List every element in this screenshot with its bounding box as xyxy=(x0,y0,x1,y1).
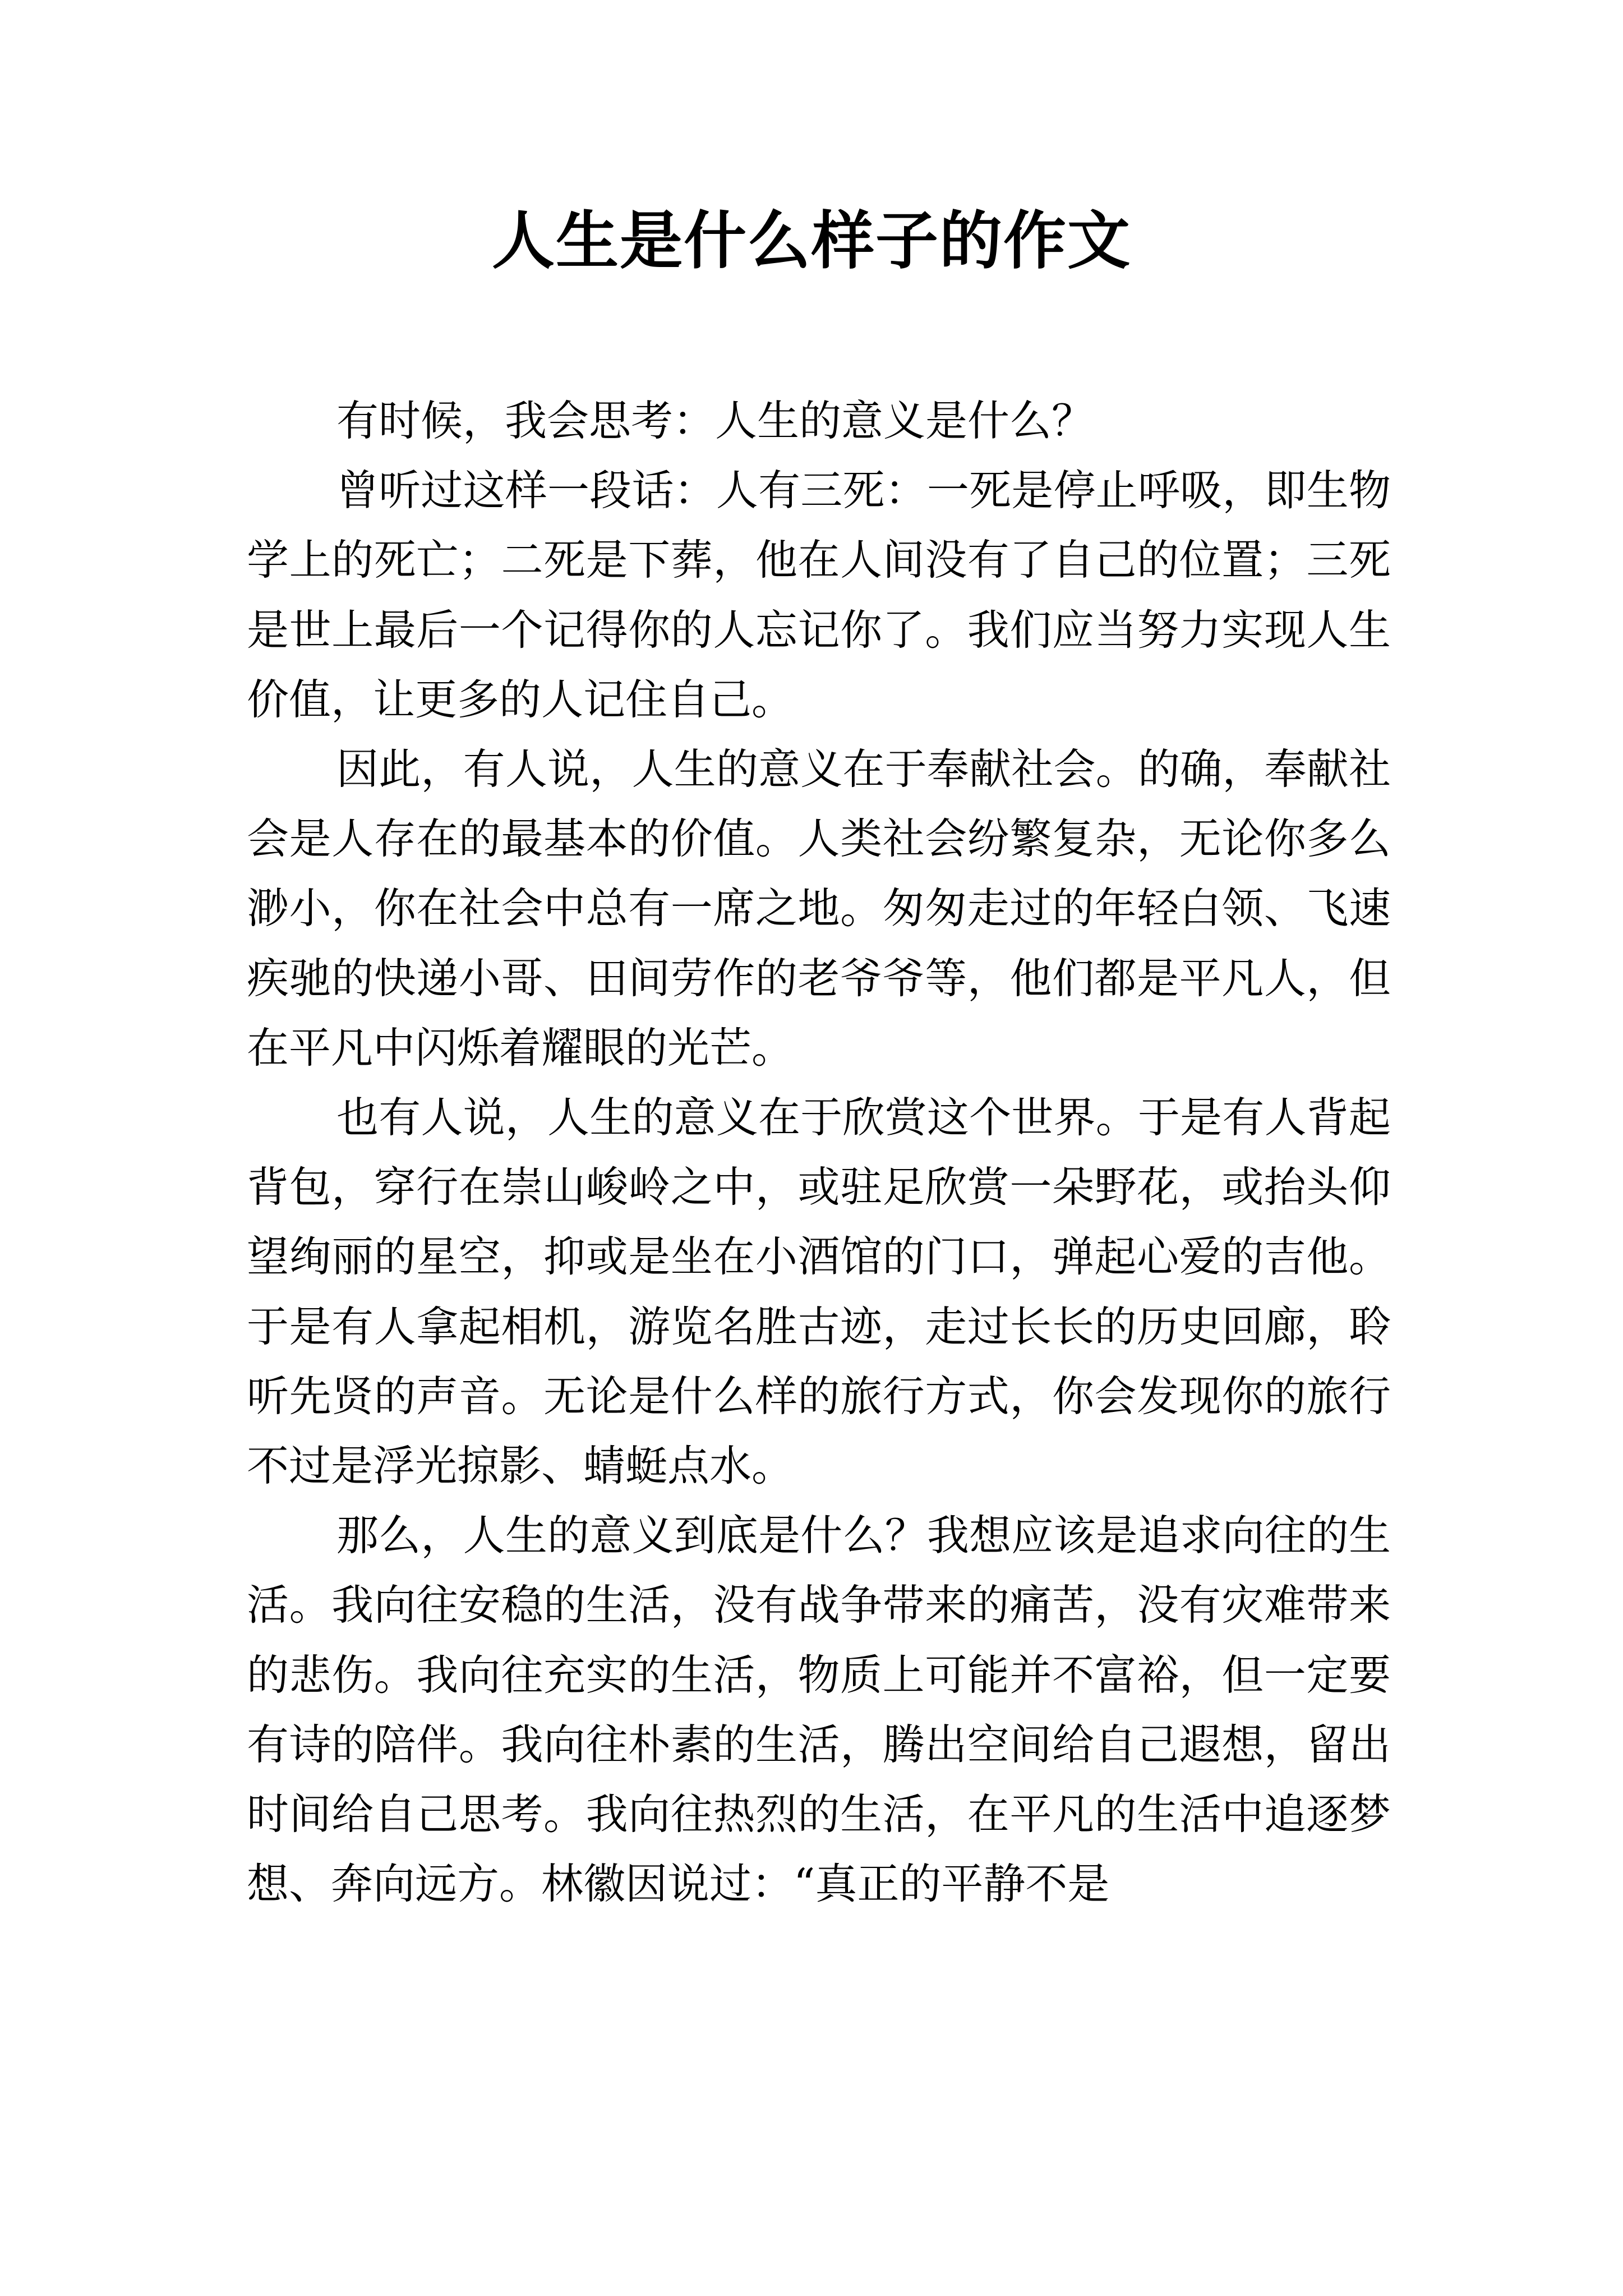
paragraph-3: 因此，有人说，人生的意义在于奉献社会。的确，奉献社会是人存在的最基本的价值。人类社会纷繁复杂，无论你多么渺小，你在社会中总有一席之地。匆匆走过的年轻白领、飞速疾驰的快递小哥、田间劳作的老爷爷等，他们都是平凡人，但在平凡中闪烁着耀眼的光芒。 xyxy=(247,744,1391,1073)
paragraph-4: 也有人说，人生的意义在于欣赏这个世界。于是有人背起背包，穿行在崇山峻岭之中，或驻足欣赏一朵野花，或抬头仰望绚丽的星空，抑或是坐在小酒馆的门口，弹起心爱的吉他。于是有人拿起相机，游览名胜古迹，走过长长的历史回廊，聆听先贤的声音。无论是什么样的旅行方式，你会发现你的旅行不过是浮光掠影、蜻蜓点水。 xyxy=(247,1093,1391,1491)
document-body xyxy=(247,386,1391,1918)
paragraph-2: 曾听过这样一段话：人有三死：一死是停止呼吸，即生物学上的死亡；二死是下葬，他在人间没有了自己的位置；三死是世上最后一个记得你的人忘记你了。我们应当努力实现人生价值，让更多的人记住自己。 xyxy=(247,466,1391,724)
paragraph-5: 那么，人生的意义到底是什么？我想应该是追求向往的生活。我向往安稳的生活，没有战争带来的痛苦，没有灾难带来的悲伤。我向往充实的生活，物质上可能并不富裕，但一定要有诗的陪伴。我向往朴素的生活，腾出空间给自己遐想，留出时间给自己思考。我向往热烈的生活，在平凡的生活中追逐梦想、奔向远方。林徽因说过：“真正的平静不是 xyxy=(247,1511,1391,1909)
document-title: 人生是什么样子的作文 xyxy=(492,204,1131,278)
paragraph-1: 有时候，我会思考：人生的意义是什么？ xyxy=(336,396,1094,445)
